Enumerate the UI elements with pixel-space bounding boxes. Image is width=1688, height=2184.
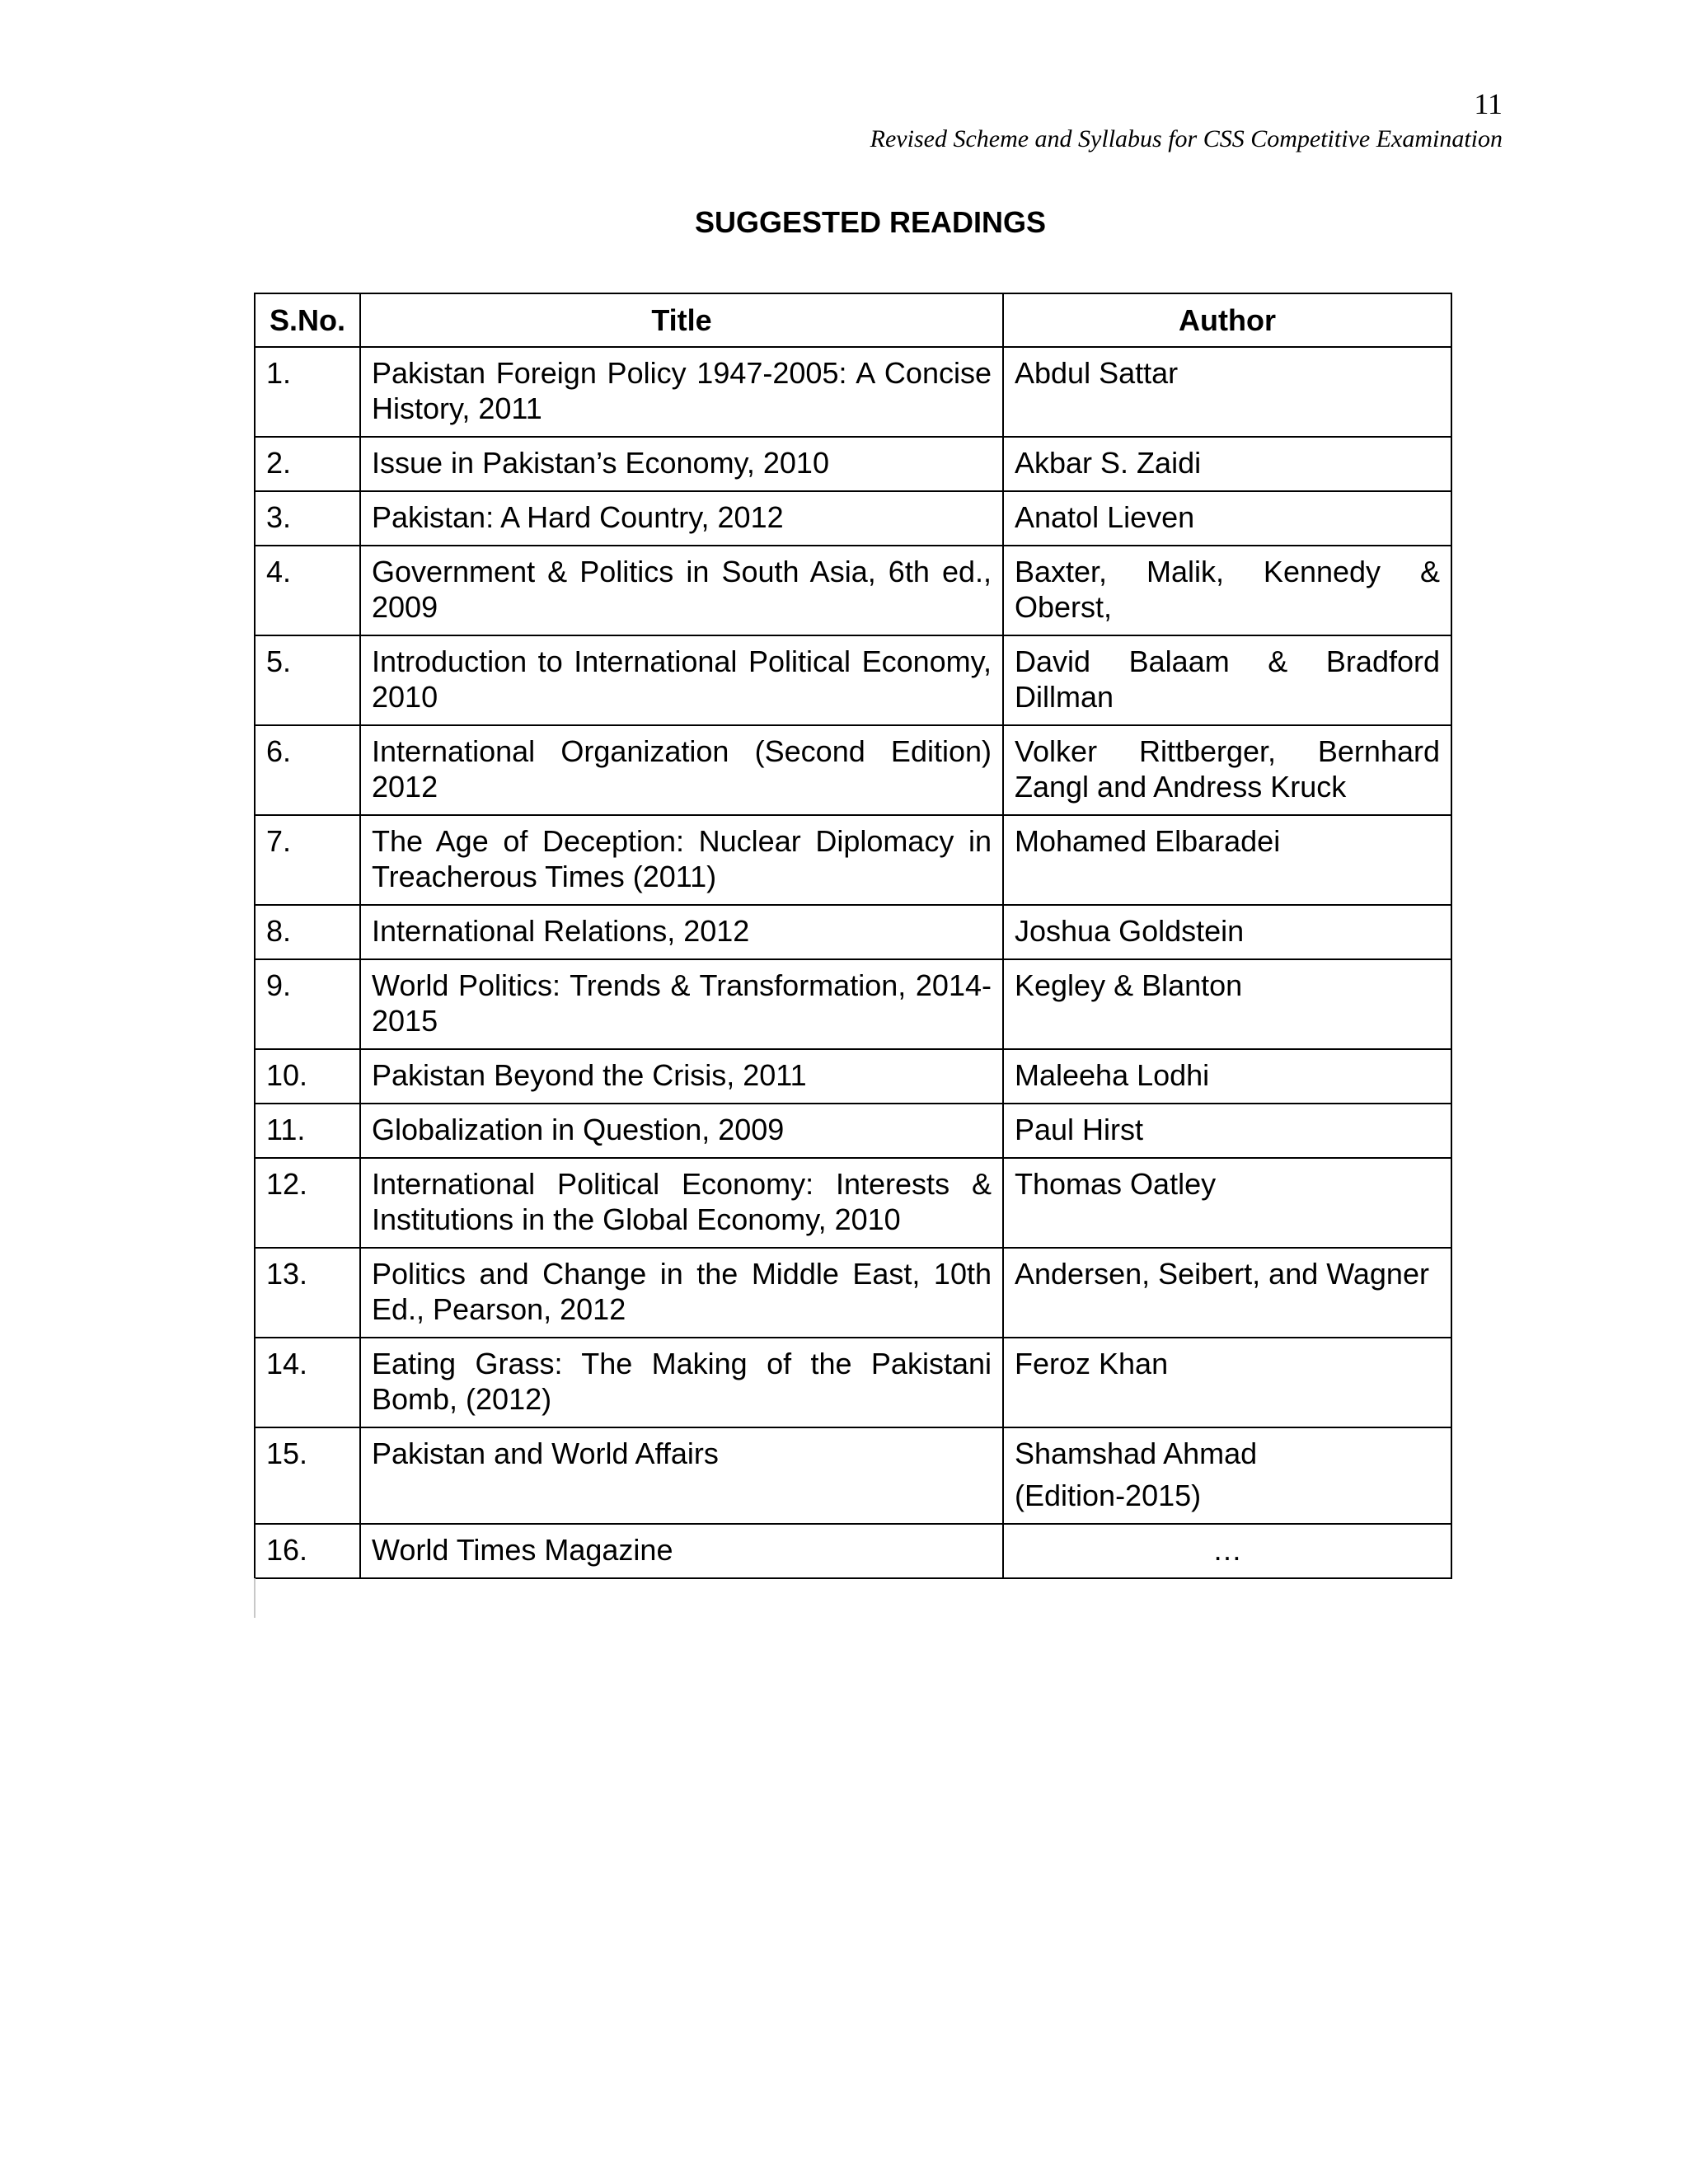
table-header-row (255, 293, 1451, 347)
row-author-cell (1003, 1427, 1451, 1524)
row-author: Mohamed Elbaradei (1003, 815, 1451, 905)
row-title: Globalization in Question, 2009 (360, 1104, 1003, 1158)
row-title: Politics and Change in the Middle East, 10th Ed., Pearson, 2012 (360, 1248, 1003, 1338)
page-number: 11 (1474, 87, 1503, 120)
row-sno: 2. (255, 437, 360, 491)
row-sno: 6. (255, 725, 360, 815)
row-author: Anatol Lieven (1003, 491, 1451, 546)
row-sno: 14. (255, 1338, 360, 1427)
row-sno: 12. (255, 1158, 360, 1248)
row-author: Andersen, Seibert, and Wagner (1003, 1248, 1451, 1338)
row-sno: 1. (255, 347, 360, 437)
table-row (255, 1049, 1451, 1104)
running-header: Revised Scheme and Syllabus for CSS Competitive Examination (870, 125, 1503, 152)
table-row (255, 725, 1451, 815)
row-sno: 3. (255, 491, 360, 546)
row-title: World Politics: Trends & Transformation, 2014-2015 (360, 959, 1003, 1049)
row-author: Akbar S. Zaidi (1003, 437, 1451, 491)
table-row (255, 1427, 1451, 1524)
row-author: David Balaam & Bradford Dillman (1003, 635, 1451, 725)
table-row (255, 1158, 1451, 1248)
row-sno: 9. (255, 959, 360, 1049)
row-title: Pakistan: A Hard Country, 2012 (360, 491, 1003, 546)
table-row (255, 815, 1451, 905)
row-title: Pakistan and World Affairs (360, 1427, 1003, 1524)
row-author: Paul Hirst (1003, 1104, 1451, 1158)
row-title: Eating Grass: The Making of the Pakistani Bomb, (2012) (360, 1338, 1003, 1427)
row-title: Government & Politics in South Asia, 6th ed., 2009 (360, 546, 1003, 635)
row-title: Pakistan Beyond the Crisis, 2011 (360, 1049, 1003, 1104)
row-title: Issue in Pakistan’s Economy, 2010 (360, 437, 1003, 491)
table-row (255, 905, 1451, 959)
section-heading: SUGGESTED READINGS (694, 205, 1047, 239)
table-row (255, 1524, 1451, 1578)
row-sno: 10. (255, 1049, 360, 1104)
table-row (255, 1338, 1451, 1427)
table-row (255, 1104, 1451, 1158)
row-sno: 4. (255, 546, 360, 635)
suggested-readings-table (254, 293, 1452, 1579)
row-author: Kegley & Blanton (1003, 959, 1451, 1049)
row-author: Abdul Sattar (1003, 347, 1451, 437)
row-sno: 8. (255, 905, 360, 959)
row-author: Feroz Khan (1003, 1338, 1451, 1427)
row-author: Shamshad Ahmad (1015, 1436, 1258, 1470)
row-author: Thomas Oatley (1003, 1158, 1451, 1248)
row-title: International Organization (Second Edition) 2012 (360, 725, 1003, 815)
row-sno: 13. (255, 1248, 360, 1338)
row-sno: 15. (255, 1427, 360, 1524)
row-author: Volker Rittberger, Bernhard Zangl and Andress Kruck (1003, 725, 1451, 815)
row-author-edition-note: (Edition-2015) (1015, 1479, 1202, 1512)
row-title: World Times Magazine (360, 1524, 1003, 1578)
table-row (255, 491, 1451, 546)
table-row (255, 546, 1451, 635)
row-sno: 16. (255, 1524, 360, 1578)
margin-mark (254, 1578, 256, 1618)
row-title: International Political Economy: Interests & Institutions in the Global Economy, 2010 (360, 1158, 1003, 1248)
row-author: Joshua Goldstein (1003, 905, 1451, 959)
table-row (255, 347, 1451, 437)
table-row (255, 635, 1451, 725)
row-sno: 5. (255, 635, 360, 725)
table-row (255, 437, 1451, 491)
row-title: The Age of Deception: Nuclear Diplomacy in Treacherous Times (2011) (360, 815, 1003, 905)
row-title: Introduction to International Political Economy, 2010 (360, 635, 1003, 725)
row-sno: 7. (255, 815, 360, 905)
row-author: … (1003, 1524, 1451, 1578)
row-title: International Relations, 2012 (360, 905, 1003, 959)
row-sno: 11. (255, 1104, 360, 1158)
column-header-title: Title (360, 293, 1003, 347)
table-row (255, 959, 1451, 1049)
row-author: Baxter, Malik, Kennedy & Oberst, (1003, 546, 1451, 635)
column-header-author: Author (1003, 293, 1451, 347)
column-header-sno: S.No. (255, 293, 360, 347)
row-title: Pakistan Foreign Policy 1947-2005: A Concise History, 2011 (360, 347, 1003, 437)
table-row (255, 1248, 1451, 1338)
row-author: Maleeha Lodhi (1003, 1049, 1451, 1104)
